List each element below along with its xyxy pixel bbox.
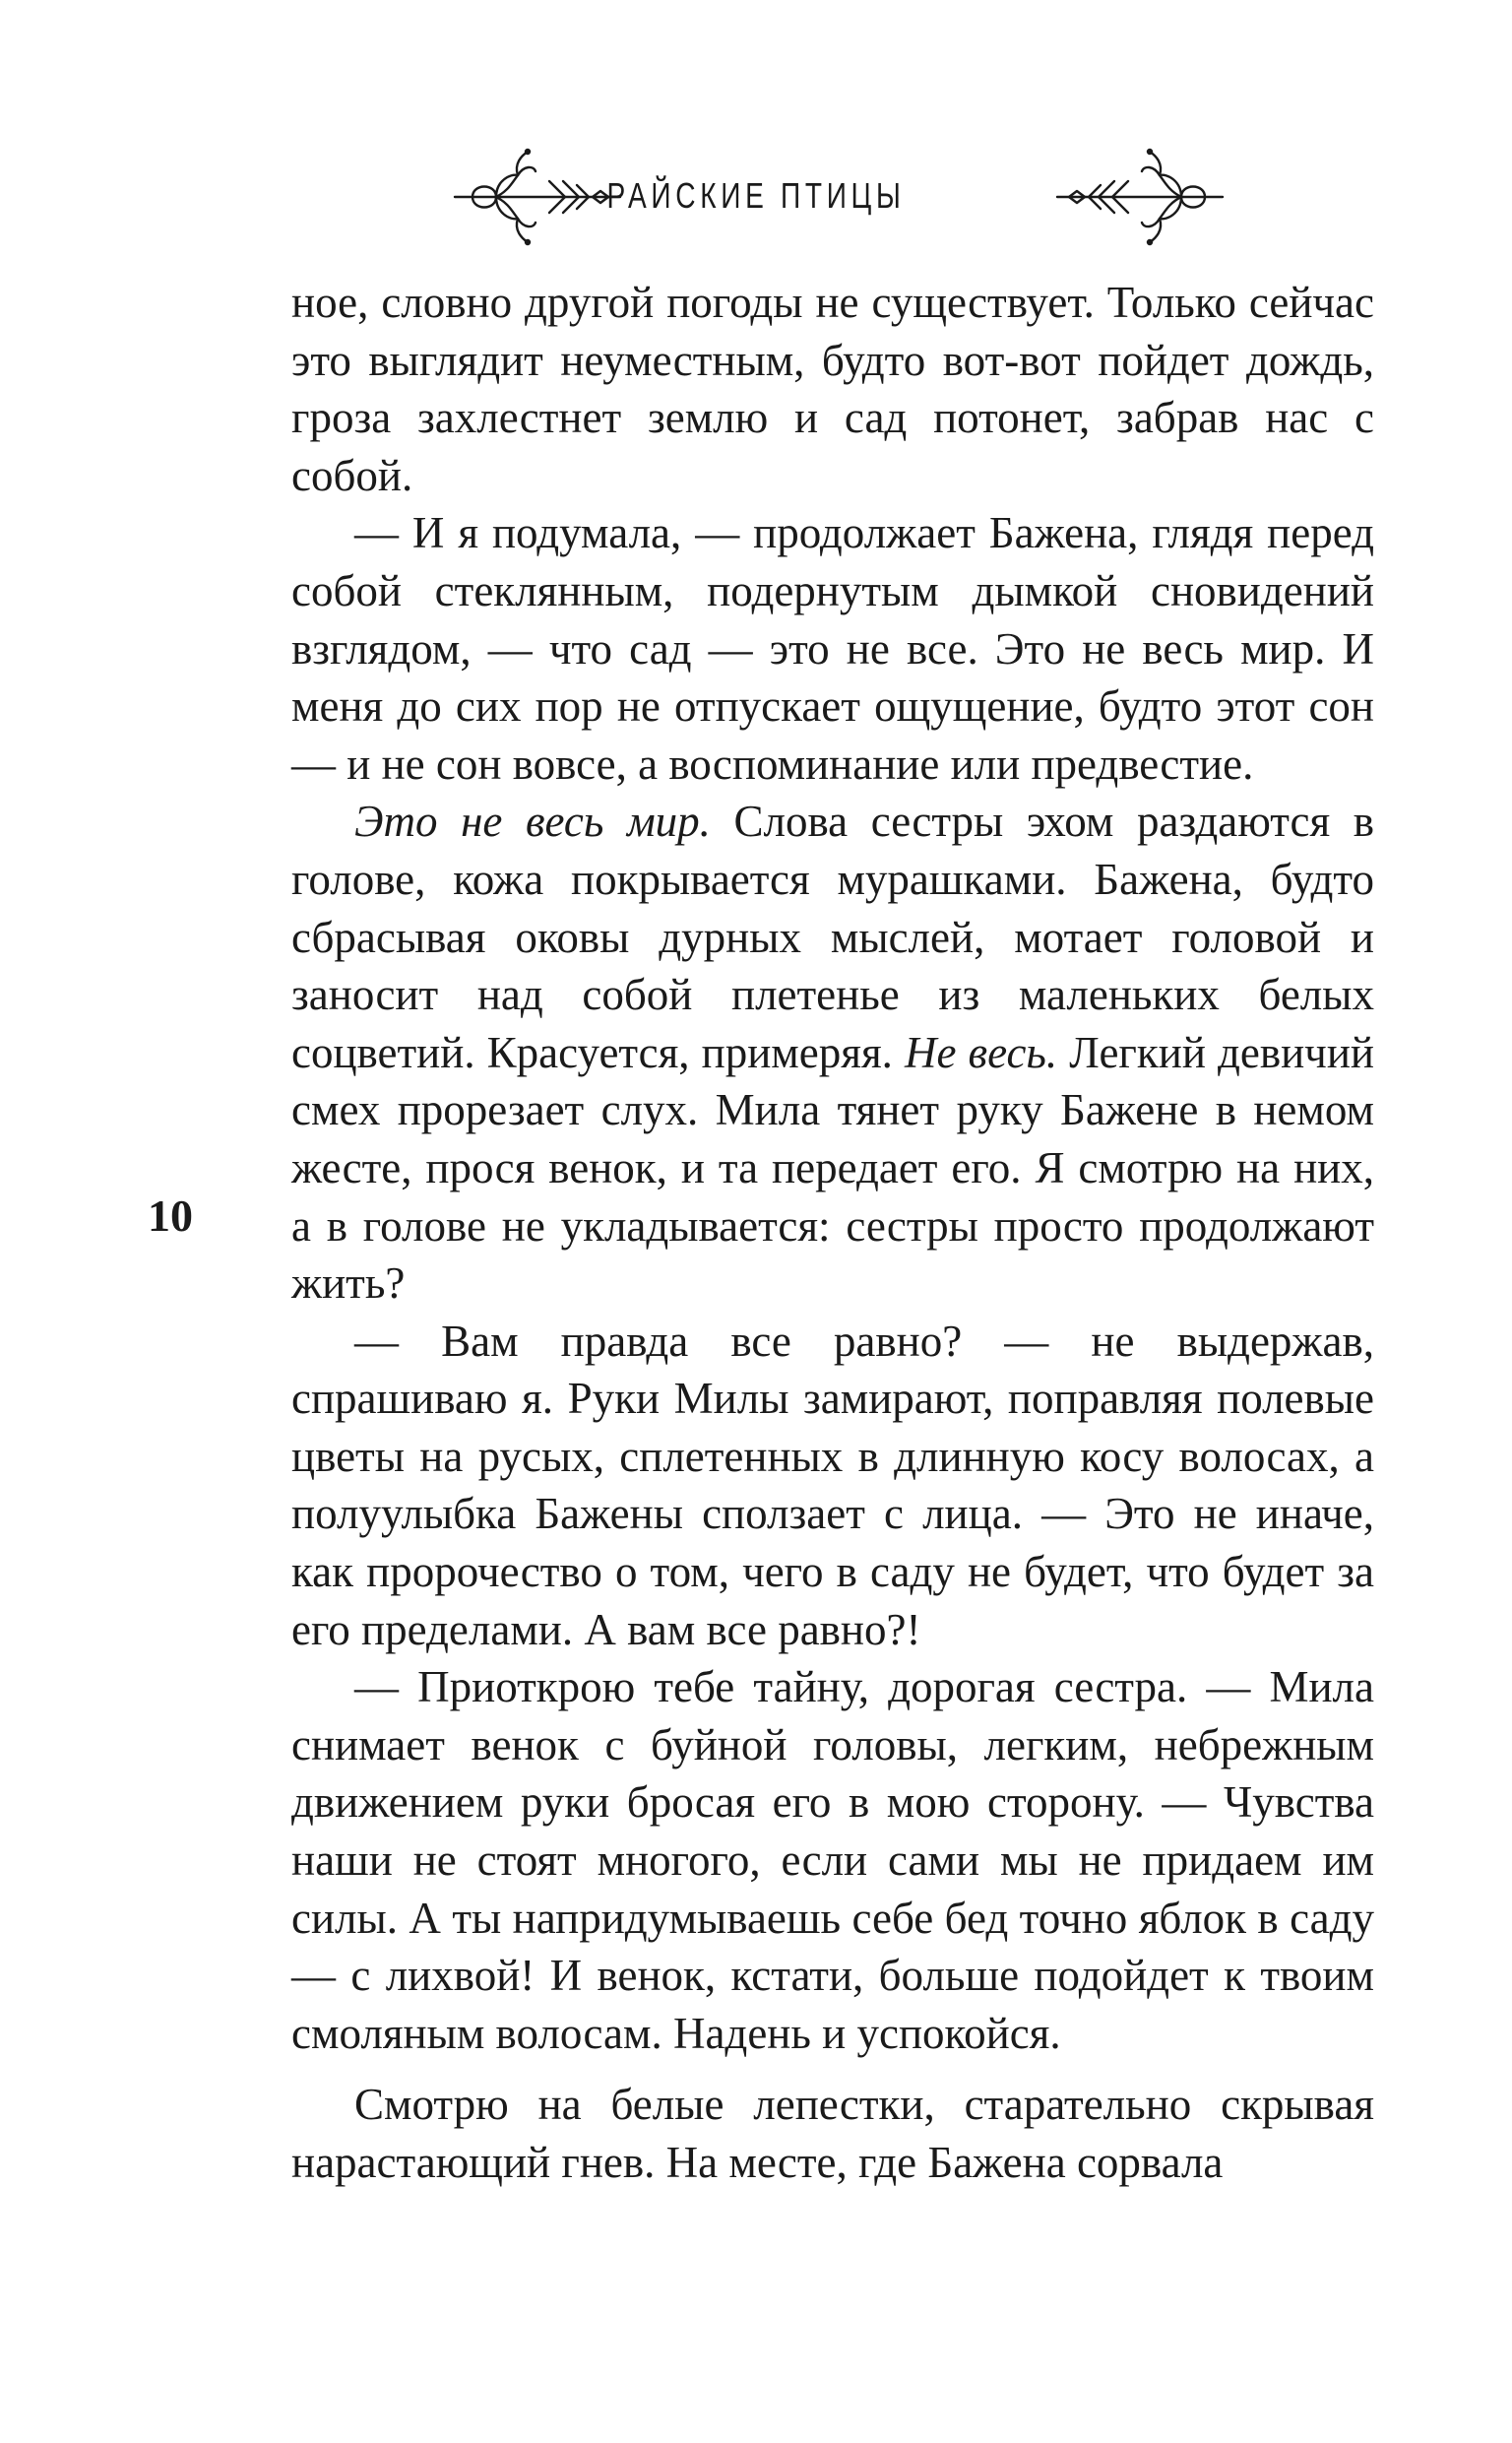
text-segment: — Приоткрою тебе тайну, дорогая сестра. — Мила снимает венок с буйной головы, легким, небрежным движением руки бросая его в мою сторону. — Чувства наши не стоят многого, если сами мы не придаем им силы. А ты напридумываешь себе бед точно яблок в саду — с лихвой! И венок, кстати, больше подойдет к твоим смоляным волосам. Надень и успокойся. — [291, 1662, 1374, 2058]
paragraph — [291, 1313, 1374, 1659]
text-segment: ное, словно другой погоды не существует. Только сейчас это выглядит неуместным, будто вот-вот пойдет дождь, гроза захлестнет землю и сад потонет, забрав нас с собой. — [291, 278, 1374, 500]
running-header — [0, 148, 1512, 246]
text-segment: — Вам правда все равно? — не выдержав, спрашиваю я. Руки Милы замирают, поправляя полевые цветы на русых, сплетенных в длинную косу волосах, а полуулыбка Бажены сползает с лица. — Это не иначе, как пророчество о том, чего в саду не будет, что будет за его пределами. А вам все равно?! — [291, 1316, 1374, 1654]
body-text — [291, 274, 1374, 2192]
paragraph — [291, 793, 1374, 1312]
text-segment: — И я подумала, — продолжает Бажена, глядя перед собой стеклянным, подернутым дымкой сновидений взглядом, — что сад — это не все. Это не весь мир. И меня до сих пор не отпускает ощущение, будто этот сон — и не сон вовсе, а воспоминание или предвестие. — [291, 508, 1374, 789]
page-number: 10 — [148, 1190, 193, 1241]
italic-text: Не весь. — [904, 1027, 1058, 1077]
paragraph — [291, 1658, 1374, 2062]
text-segment: Слова сестры эхом раздаются в голове, кожа покрывается мурашками. Бажена, будто сбрасывая оковы дурных мыслей, мотает головой и заносит над собой плетенье из маленьких белых соцветий. Красуется, примеряя. — [291, 797, 1375, 1077]
paragraph — [291, 504, 1374, 793]
italic-text: Это не весь мир. — [354, 797, 711, 847]
floral-ornament-icon — [1047, 148, 1225, 246]
text-segment: Смотрю на белые лепестки, старательно скрывая нарастающий гнев. На месте, где Бажена сорвала — [291, 2080, 1374, 2187]
text-segment: Легкий девичий смех прорезает слух. Мила тянет руку Бажене в немом жесте, прося венок, и та передает его. Я смотрю на них, а в голове не укладывается: сестры просто продолжают жить? — [291, 1027, 1374, 1309]
paragraph — [291, 274, 1374, 504]
book-title: РАЙСКИЕ ПТИЦЫ — [606, 175, 906, 216]
paragraph — [291, 2076, 1374, 2191]
